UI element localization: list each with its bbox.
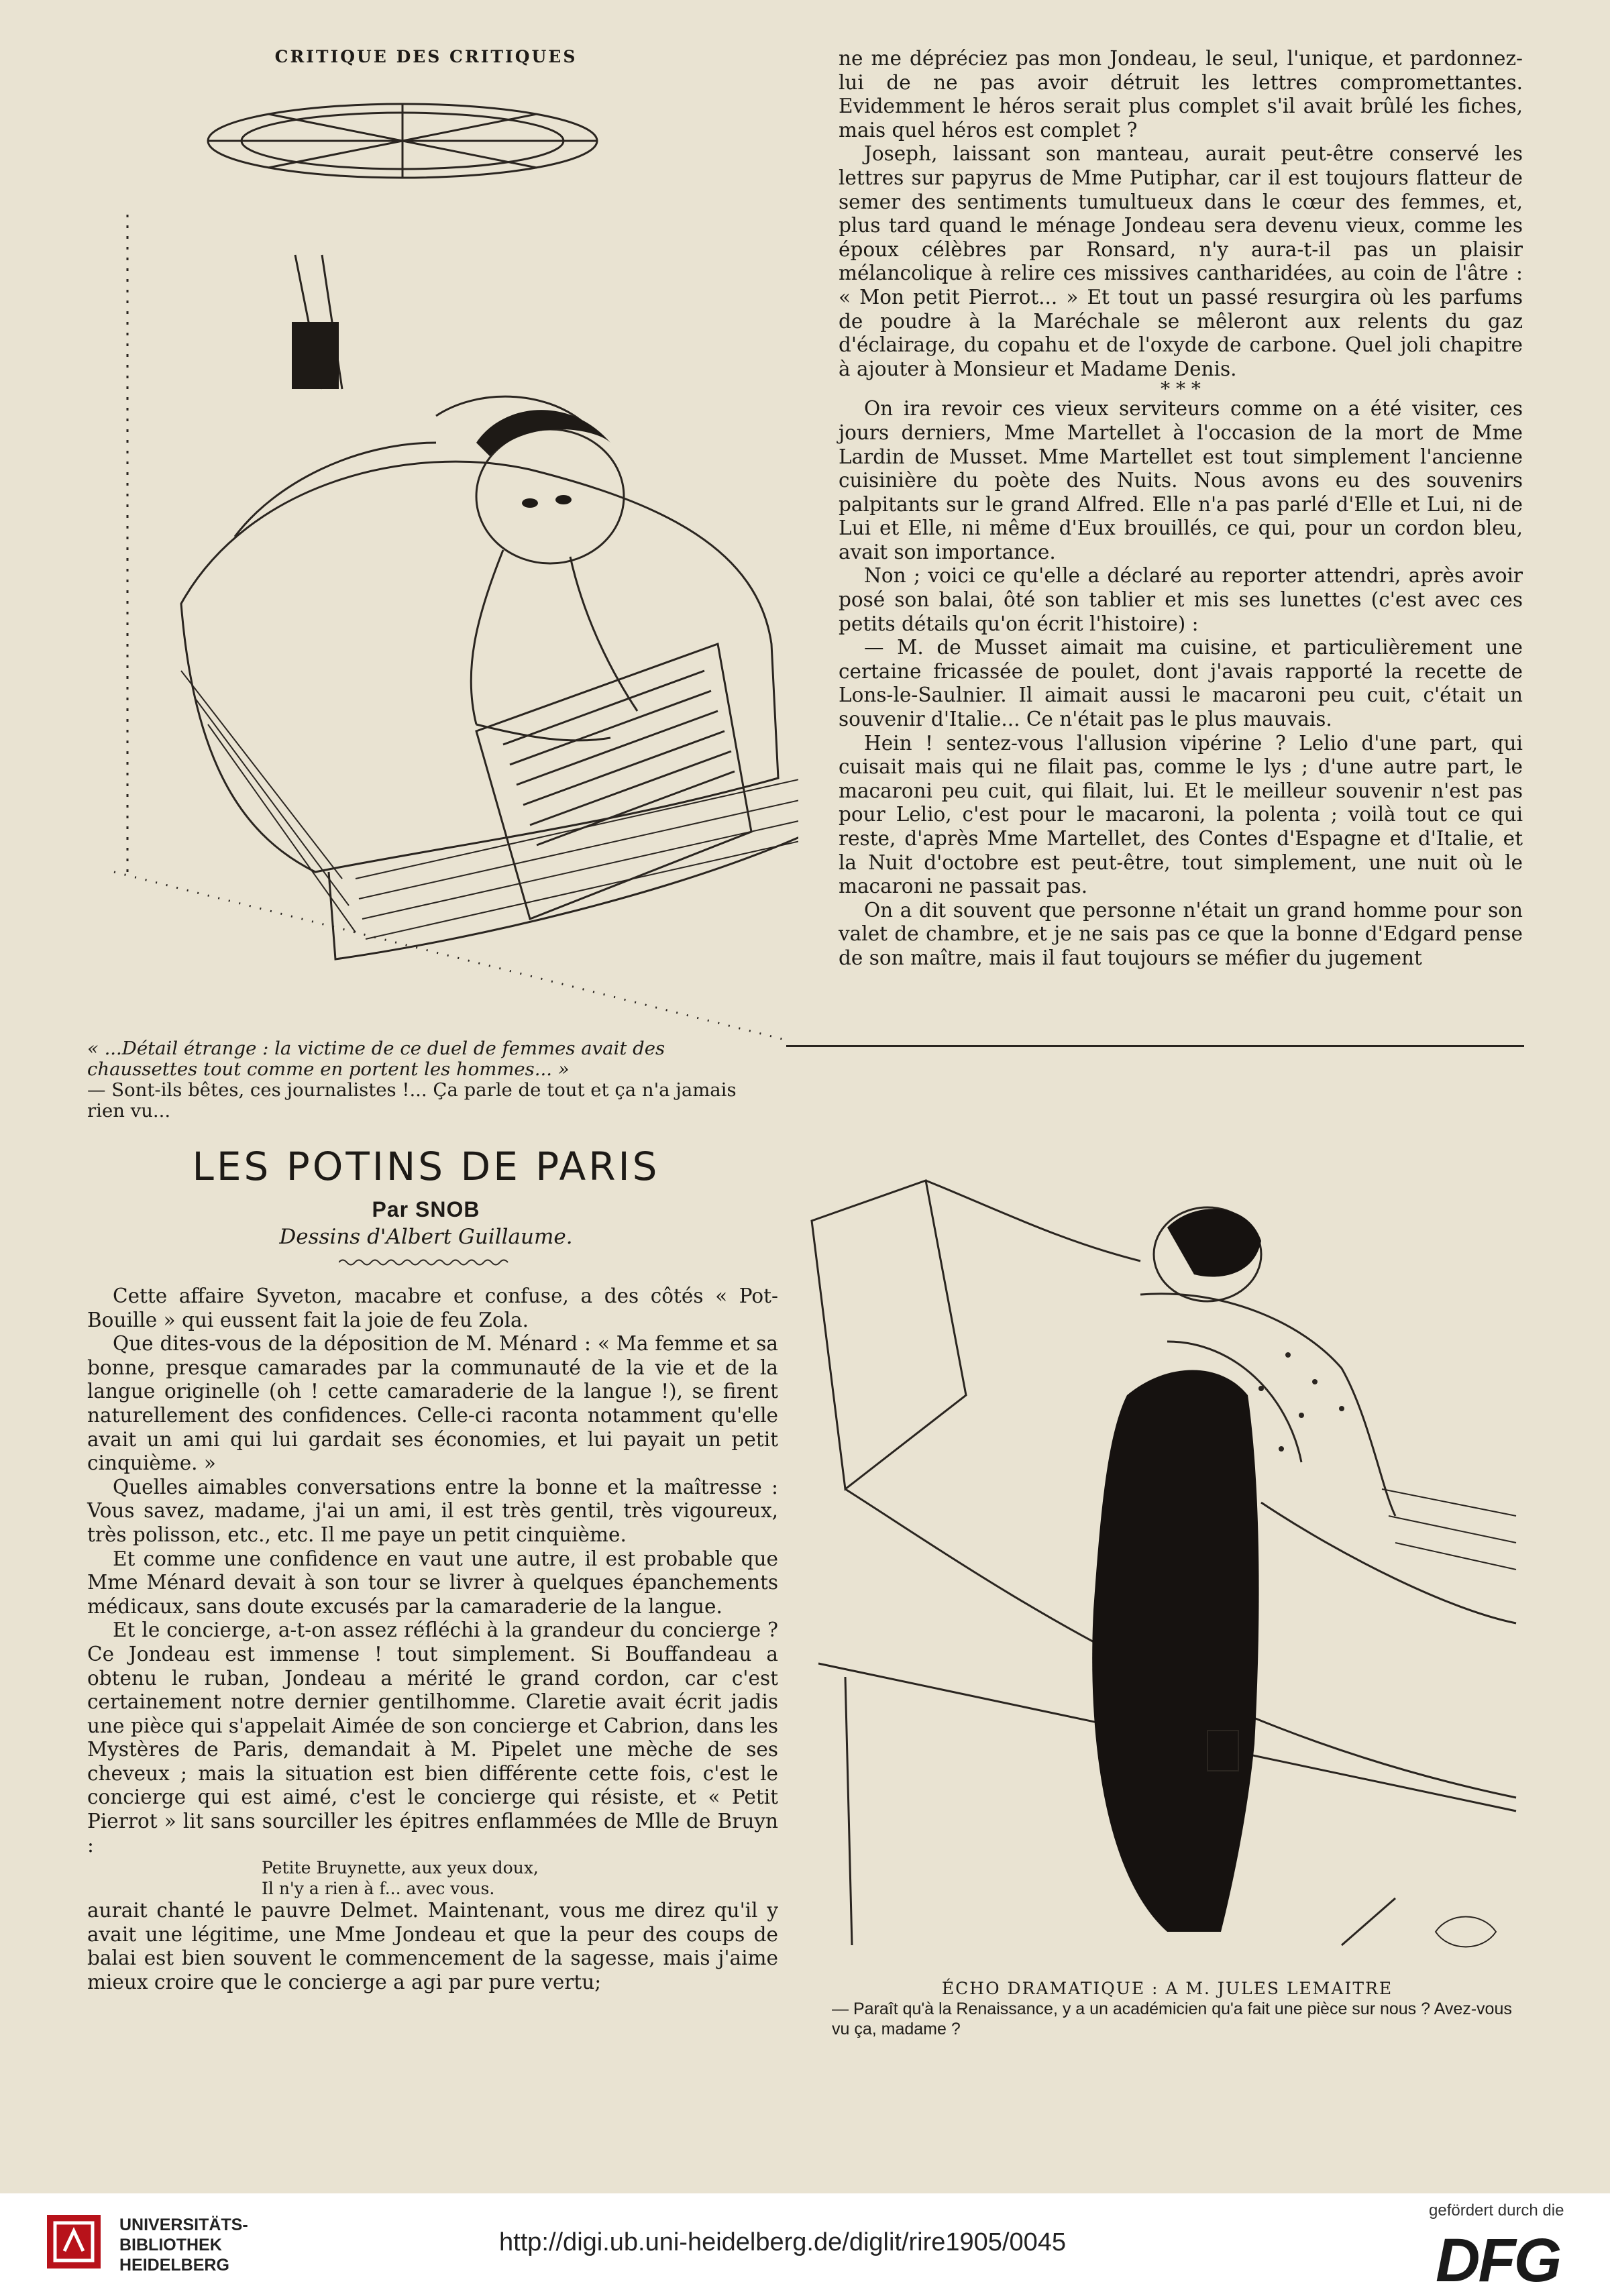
caption-bottom-title: ÉCHO DRAMATIQUE : A M. JULES LEMAITRE — [941, 1979, 1393, 1998]
text-paragraph: Non ; voici ce qu'elle a déclaré au reporter attendri, après avoir posé son balai, ôté son tablier et mis ses lunettes (c'est avec ces petits détails qu'on écrit l'histoire) : — [839, 564, 1523, 635]
illustration-woman-bed — [792, 1140, 1529, 1965]
caption-top-quote: « ...Détail étrange : la victime de ce duel de femmes avait des chaussettes tout comme en portent les hommes... » — [87, 1038, 665, 1080]
text-paragraph: On a dit souvent que personne n'était un grand homme pour son valet de chambre, et je ne sais pas ce que la bonne d'Edgard pense de son maître, mais il faut toujours se méfier du jugement — [839, 898, 1523, 969]
university-seal-icon — [46, 2213, 102, 2270]
article-paragraph: Que dites-vous de la déposition de M. Ménard : « Ma femme et sa bonne, presque camarades par la communauté de la vie et de la langue originelle (oh ! cette camaraderie de la langue !), se firent naturellement des confidences. Celle-ci raconta notamment qu'elle avait un ami qui lui gardait ses économies, et lui payait un petit cinquième. » — [87, 1332, 778, 1475]
text-paragraph: Hein ! sentez-vous l'allusion vipérine ? Lelio d'une part, qui cuisait mais qui ne filait pas, comme le lys ; d'une autre part, le macaroni peu cuit, qui filait, lui. Et le meilleur souvenir n'est pas pour Lelio, c'est pour le macaroni, la polenta ; voilà tout ce qui reste, d'après Mme Martellet, des Contes d'Espagne et d'Italie, et la Nuit d'octobre est peut-être, tout simplement, une nuit où le macaroni ne passait pas. — [839, 731, 1523, 898]
illustration-frame-top — [786, 1045, 1524, 1047]
article-paragraph: Cette affaire Syveton, macabre et confuse, a des côtés « Pot-Bouille » qui eussent fait la joie de feu Zola. — [87, 1284, 778, 1331]
permalink-url[interactable]: http://digi.ub.uni-heidelberg.de/diglit/rire1905/0045 — [499, 2228, 1067, 2256]
text-paragraph: — M. de Musset aimait ma cuisine, et particulièrement une certaine fricassée de poulet, dont j'avais rapporté la recette de Lons-le-Saulnier. Il aimait aussi le macaroni peu cuit, c'était un souvenir d'Italie... Ce n'était pas le plus mauvais. — [839, 636, 1523, 731]
article-left-column — [87, 1284, 778, 1995]
article-byline: Par SNOB — [372, 1197, 480, 1221]
caption-top-reply: — Sont-ils bêtes, ces journalistes !... Ça parle de tout et ça n'a jamais rien vu... — [87, 1079, 737, 1122]
article-paragraph: Quelles aimables conversations entre la bonne et la maîtresse : Vous savez, madame, j'ai un ami, il est très gentil, très vigoureux, très polisson, etc., etc. Il me paye un petit cinquième. — [87, 1475, 778, 1546]
article-paragraph: Et comme une confidence en vaut une autre, il est probable que Mme Ménard devait à son tour se livrer à quelques épanchements médicaux, sans doute excusés par la camaraderie de la langue. — [87, 1547, 778, 1618]
section-separator: * * * — [1161, 378, 1201, 400]
text-paragraph: On ira revoir ces vieux serviteurs comme on a été visiter, ces jours derniers, Mme Martellet à l'occasion de la mort de Mme Lardin de Musset. Mme Martellet est tout simplement l'ancienne cuisinière du poète des Nuits. Nous avons eu des souvenirs palpitants sur le grand Alfred. Elle n'a pas parlé d'Elle et Lui, ni de Lui et Elle, ni même d'Eux brouillés, ce qui, pour un cordon bleu, avait son importance. — [839, 397, 1523, 563]
illustration-caption-top — [87, 1038, 778, 1122]
funding-note: gefördert durch die — [1429, 2201, 1564, 2220]
article-title: LES POTINS DE PARIS — [192, 1144, 660, 1189]
illustration-caption-bottom — [805, 1979, 1529, 2039]
poem-line: Petite Bruynette, aux yeux doux, — [262, 1858, 539, 1878]
article-closing: aurait chanté le pauvre Delmet. Maintenant, vous me direz qu'il y avait une légitime, une Mme Jondeau et que la peur des coups de balai est bien souvent le commencement de la sagesse, mais j'aime mieux croire que le concierge a agi par pure vertu; — [87, 1899, 778, 1994]
text-paragraph: Joseph, laissant son manteau, aurait peut-être conservé les lettres sur papyrus de Mme Putiphar, car il est toujours flatteur de semer des sentiments tumultueux dans le cœur des femmes, et, plus tard quand le ménage Jondeau sera devenu vieux, comme les époux célèbres par Ronsard, n'y aura-t-il pas un plaisir mélancolique à relire ces missives cantharidées, au coin de l'âtre : « Mon petit Pierrot... » Et tout un passé resurgira où les parfums de poudre à la Maréchale se mêleront aux relents du gaz d'éclairage, du copahu et de l'oxyde de carbone. Quel joli chapitre à ajouter à Monsieur et Madame Denis. — [839, 142, 1523, 380]
poem-line: Il n'y a rien à f... avec vous. — [262, 1879, 495, 1899]
right-column-text — [839, 47, 1523, 971]
text-paragraph: ne me dépréciez pas mon Jondeau, le seul, l'unique, et pardonnez-lui de ne pas avoir détruit les lettres compromettantes. Evidemment le héros serait plus complet s'il avait brûlé les fiches, mais quel héros est complet ? — [839, 47, 1523, 142]
running-header: CRITIQUE DES CRITIQUES — [274, 47, 578, 66]
digitization-footer — [0, 2193, 1610, 2296]
article-paragraph: Et le concierge, a-t-on assez réfléchi à la grandeur du concierge ? Ce Jondeau est immense ! tout simplement. Si Bouffandeau a obtenu le ruban, Jondeau a mérité le grand cordon, car c'est certainement notre dernier gentilhomme. Claretie avait écrit jadis une pièce qui s'appelait Aimée de son concierge et Cabrion, dans les Mystères de Paris, demandait à M. Pipelet une mèche de ses cheveux ; mais la situation est bien différente cette fois, c'est le concierge qui est aimé, c'est le concierge qui résiste, et « Petit Pierrot » lit sans sourciller les épitres enflammées de Mlle de Bruyn : — [87, 1619, 778, 1857]
dfg-logo: DFG — [1436, 2226, 1560, 2295]
article-credits: Dessins d'Albert Guillaume. — [279, 1225, 573, 1249]
library-name: UNIVERSITÄTS- BIBLIOTHEK HEIDELBERG — [119, 2216, 248, 2275]
illustration-reading-woman — [101, 67, 798, 1040]
ornament-divider — [339, 1258, 513, 1267]
caption-bottom-quote: — Paraît qu'à la Renaissance, y a un académicien qu'a fait une pièce sur nous ? Avez-vous vu ça, madame ? — [832, 2000, 1512, 2038]
